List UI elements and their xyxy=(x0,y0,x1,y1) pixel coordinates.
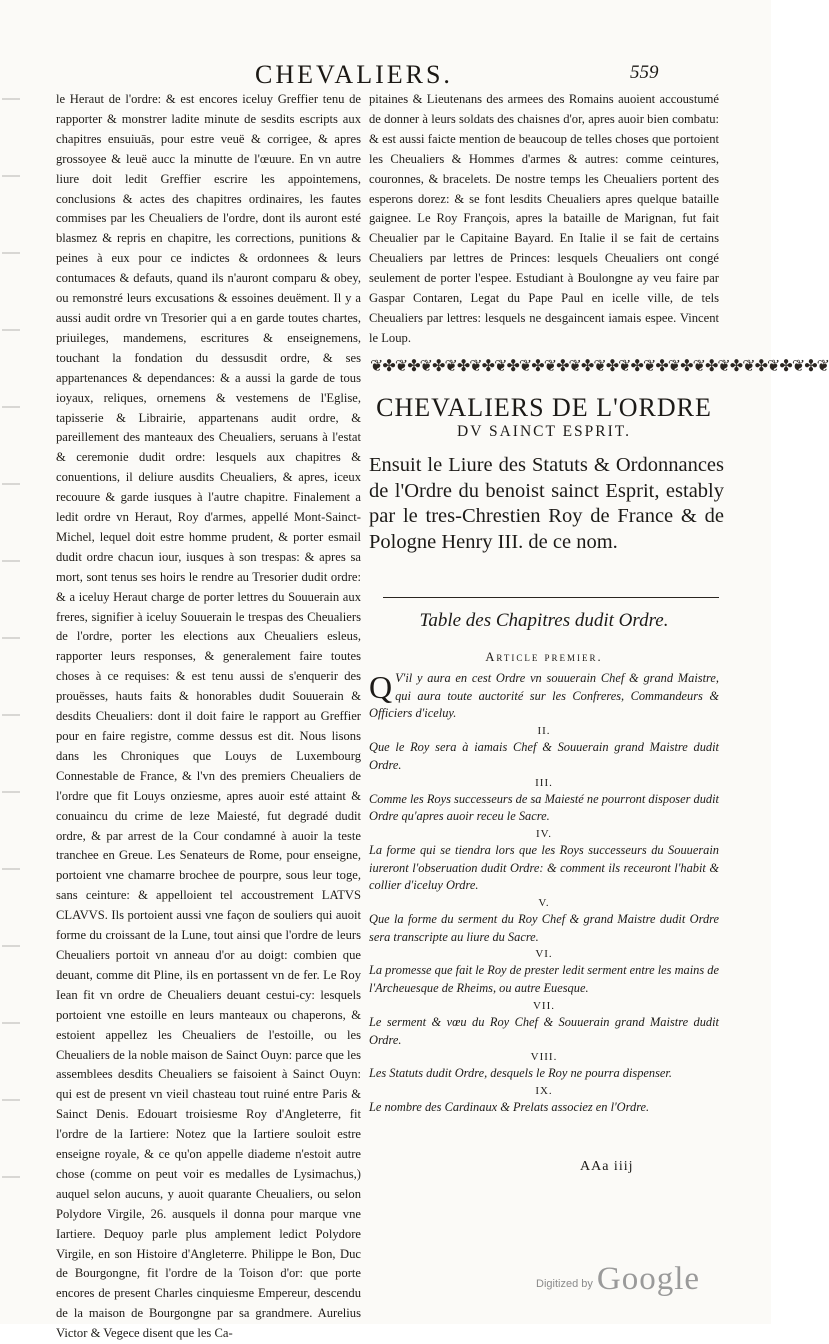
signature-mark: AAa iiij xyxy=(580,1159,634,1174)
article-item: Le nombre des Cardinaux & Prelats associez en l'Ordre. xyxy=(369,1099,650,1114)
article-number: VII. xyxy=(532,999,556,1012)
article-number: IX. xyxy=(535,1084,553,1097)
article-number: III. xyxy=(535,776,553,789)
right-column-top xyxy=(369,90,719,349)
left-column-text: le Heraut de l'ordre: & est encores iceluy Greffier tenu de rapporter & monstrer ladite minute de sesdits escripts aux chapitres ensuiuās, pour estre veuë & corrigee, & apres grossoyee & leuë aucc la minutte de l'œuure. En vn autre liure doit ledit Greffier escrire les appointemens, conclusions & actes des chapitres ordinaires, les fautes commises par les Cheualiers de l'ordre, dont ils auront esté blasmez & repris en chapitre, les corrections, punitions & peines à eux pour ce indictes & ordonnees & leurs contumaces & defauts, quand ils n'auront comparu & obey, ou remonstré leurs excusations & essoines deuëment. Il y a aussi audit ordre vn Tresorier qui a en garde toutes chartes, priuileges, mandemens, escritures & enseignemens, touchant la fondation du dessusdit ordre, & ses appartenances & dependances: & a aussi la garde de tous ioyaux, reliques, ornemens & vestemens de l'Eglise, tapisserie & Librairie, appartenans audit ordre, & pareillement des manteaux des Cheualiers, seruans à l'estat & ceremonie dudit ordre: lesquels aux chapitres & conuentions, il deliure ausdits Cheualiers, & apres, iceux recouure & garde iusques à l'autre chapitre. Finalement a ledit ordre vn Heraut, Roy d'armes, appellé Mont-Sainct-Michel, lequel doit estre homme prudent, & porter esmail dudit ordre chacun iour, iusques à son trespas: & apres sa mort, sont tenus ses hoirs le rendre au Tresorier dudit ordre: & a iceluy Heraut charge de porter lettres du Souuerain aux freres, signifier à iceluy Souuerain le trespas des Cheualiers de l'ordre, porter les elections aux Cheualiers esleus, rapporter leurs responses, & generalement faire toutes choses à ce requises: & est tenu aussi de s'enquerir des prouësses, hauts faits & honorables dudit Souuerain & desdits Cheualiers: dont il doit faire le rapport au Greffier pour en faire registre, comme dessus est dit. Nous lisons dans les Chroniques que Louys de Luxembourg Connestable de France, & l'vn des premiers Cheualiers de l'ordre que fit Louys onziesme, apres auoir esté attaint & conuaincu du crime de leze Maiesté, fut degradé dudit ordre, & par arrest de la Cour condamné à auoir la teste tranchee en Greue. Les Senateurs de Rome, pour enseigne, portoient vne chamarre brochee de pourpre, sous leur toge, sans ceinture: & appelloient tel accoustrement LATVS CLAVVS. Ils portoient aussi vne façon de souliers qui auoit forme du croissant de la Lune, tout ainsi que l'ordre de leurs Cheualiers portoit vn anneau d'or au doigt: combien que deuant, comme dit Pline, ils en portassent vn de fer. Le Roy Iean fit vn ordre de Cheualiers deuant cestui-cy: lesquels portoient vne estoille en leurs manteaux ou chaperons, & estoient appellez les Cheualiers de l'estoille, ou les Cheualiers de la noble maison de Sainct Ouyn: parce que les assemblees desdits Cheualiers se faisoient à Sainct Ouyn: qui est de present vn vieil chasteau tout ruiné entre Paris & Sainct Denis. Edouart troisiesme Roy d'Angleterre, fit l'ordre de la Iartiere: Notez que la Iartiere souloit estre enseigne royale, & ce qu'on appelle diademe n'estoit autre chose (comme on peut voir es medalles de Lysimachus,) auquel selon aucuns, y auoit quarante Cheualiers, ou selon Polydore Virgile, 26. ausquels il donna pour marque vne Iartiere. Dequoy parle plus amplement ledict Polydore Virgile, en son Histoire d'Angleterre. Philippe le Bon, Duc de Bourgongne, fit l'ordre de la Toison d'or: que porte encores de present Charles cinquiesme Empereur, descendu de la maison de Bourgongne par sa grandmere. Aurelius Victor & Vegece disent que les Ca- xyxy=(56,92,361,1341)
article-item: La forme qui se tiendra lors que les Roys successeurs du Souuerain iureront l'obseruation dudit Ordre: & comment ils receuront l'habit & collier d'iceluy Ordre. xyxy=(369,842,719,893)
running-head: CHEVALIERS. xyxy=(255,60,453,89)
google-logo: Google xyxy=(596,1261,701,1297)
section-title-line2: DV SAINCT ESPRIT. xyxy=(457,423,631,440)
article-item: Les Statuts dudit Ordre, desquels le Roy ne pourra dispenser. xyxy=(369,1066,672,1081)
article-item: La promesse que fait le Roy de prester ledit serment entre les mains de l'Archeuesque de Rheims, ou autre Euesque. xyxy=(369,963,719,996)
article-number: IV. xyxy=(536,827,552,840)
right-column-text: pitaines & Lieutenans des armees des Romains auoient accoustumé de donner à leurs soldats des chaisnes d'or, apres auoir bien combatu: & est aussi faicte mention de beaucoup de telles choses que portoient les Cheualiers & Hommes d'armes & autres: comme ceintures, couronnes, & bracelets. De nostre temps les Cheualiers portent des esperons dorez: & se font lesdits Cheualiers apres quelque bataille gaignee. Le Roy François, apres la bataille de Marignan, fut fait Cheualier par le Capitaine Bayard. En Italie il se fait de certains Cheualiers par lettres de Princes: lesquels Cheualiers ont congé seulement de porter l'espee. Estudiant à Boulongne ay veu faire par Gaspar Contaren, Legat du Pape Paul en icelle ville, de tels Cheualiers par lettres: lesquels ne desgaincent iamais espee. Vincent le Loup. xyxy=(369,92,719,345)
statutes-heading: Ensuit le Liure des Statuts & Ordonnances de l'Ordre du benoist sainct Esprit, estably par le tres-Chrestien Roy de France & de Pologne Henry III. de ce nom. xyxy=(369,454,724,553)
article-number: VI. xyxy=(535,948,553,961)
article-item: Que la forme du serment du Roy Chef & grand Maistre dudit Ordre sera transcripte au liure du Sacre. xyxy=(369,912,719,944)
page-number: 559 xyxy=(630,62,659,83)
decorative-ornament-band: ❦✤❦✤❦✤❦✤❦✤❦✤❦✤❦✤❦✤❦✤❦✤❦✤❦✤❦✤❦✤❦✤❦✤❦✤❦ xyxy=(370,356,829,375)
section-title-line1: CHEVALIERS DE L'ORDRE xyxy=(376,393,712,422)
page-edge-shadow xyxy=(2,60,20,1210)
article-number: V. xyxy=(538,897,550,910)
articles-list xyxy=(369,670,719,1117)
section-title xyxy=(369,394,719,442)
article-number: II. xyxy=(537,725,551,738)
digitized-watermark xyxy=(536,1262,700,1296)
article-item: QV'il y aura en cest Ordre vn souuerain Chef & grand Maistre, qui aura toute auctorité sur les Confreres, Commandeurs & Officiers d'iceluy. xyxy=(369,669,719,721)
article-item: Que le Roy sera à iamais Chef & Souuerain grand Maistre dudit Ordre. xyxy=(369,740,719,772)
digitized-by-label: Digitized by xyxy=(536,1278,593,1290)
article-number: VIII. xyxy=(530,1051,558,1064)
horizontal-rule xyxy=(383,597,719,598)
left-column xyxy=(56,90,361,1344)
article-heading: Article premier. xyxy=(485,650,603,664)
article-item: Comme les Roys successeurs de sa Maiesté ne pourront disposer dudit Ordre qu'apres auoir receu le Sacre. xyxy=(369,791,719,824)
article-item: Le serment & vœu du Roy Chef & Souuerain grand Maistre dudit Ordre. xyxy=(369,1014,719,1047)
table-title: Table des Chapitres dudit Ordre. xyxy=(419,610,669,631)
